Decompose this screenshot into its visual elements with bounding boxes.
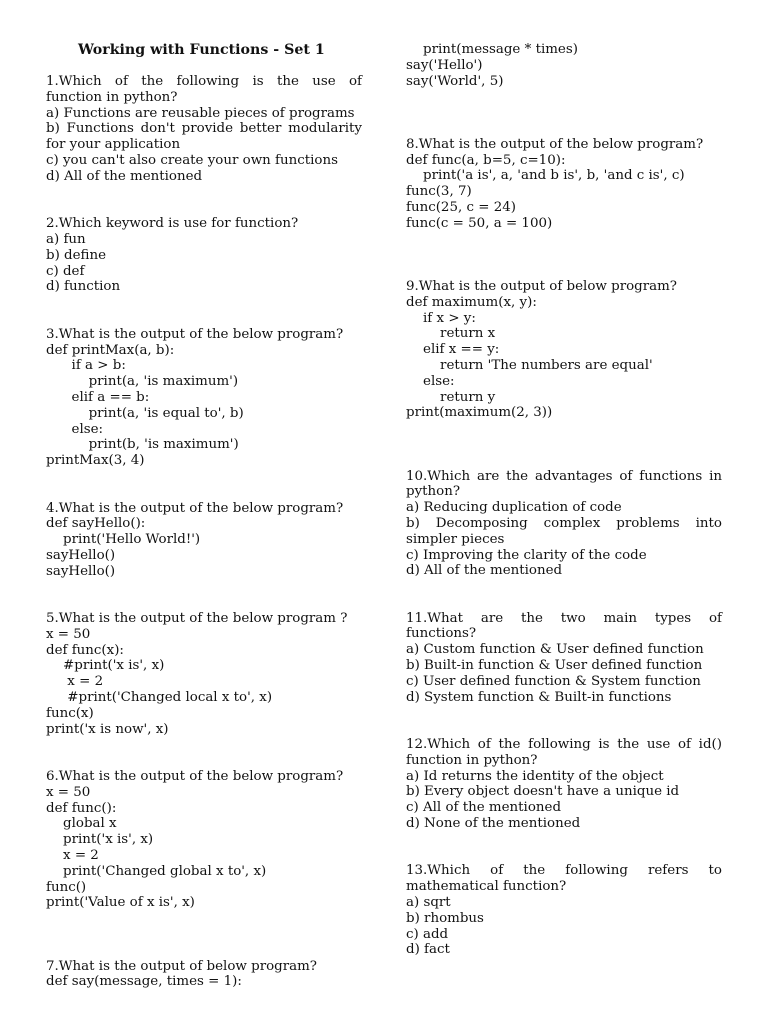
- text-line: print(b, 'is maximum'): [46, 437, 239, 453]
- text-line: mathematical function?: [406, 879, 567, 895]
- text-line: printMax(3, 4): [46, 453, 145, 469]
- text-line: func(c = 50, a = 100): [406, 215, 553, 231]
- text-line: a) fun: [46, 231, 86, 247]
- text-line: else:: [406, 373, 455, 389]
- text-line: print(a, 'is maximum'): [46, 374, 239, 390]
- text-line: a) sqrt: [406, 895, 451, 911]
- text-line: print(a, 'is equal to', b): [46, 405, 244, 421]
- text-line: a) Functions are reusable pieces of programs: [46, 105, 355, 121]
- right-column: [406, 42, 722, 958]
- text-line: if x > y:: [406, 310, 476, 326]
- text-line: say('Hello'): [406, 57, 483, 73]
- text-line: def sayHello():: [46, 516, 146, 532]
- text-line: python?: [406, 484, 461, 500]
- text-line: global x: [46, 816, 117, 832]
- text-line: func(3, 7): [406, 184, 472, 200]
- text-line: b) Decomposing complex problems into: [406, 515, 722, 531]
- text-line: sayHello(): [46, 547, 116, 563]
- text-line: def func(x):: [46, 642, 124, 658]
- text-line: #print('x is', x): [46, 658, 165, 674]
- text-line: elif a == b:: [46, 389, 150, 405]
- text-line: print(maximum(2, 3)): [406, 405, 553, 421]
- text-line: def func():: [46, 800, 117, 816]
- text-line: 13.Which of the following refers to: [406, 863, 722, 879]
- question-separator: [406, 579, 722, 611]
- text-line: func(x): [46, 705, 94, 721]
- text-line: return 'The numbers are equal': [406, 357, 653, 373]
- text-line: b) Every object doesn't have a unique id: [406, 784, 680, 800]
- text-line: a) Custom function & User defined function: [406, 642, 704, 658]
- question-separator: [46, 469, 362, 501]
- question-separator: [46, 911, 362, 958]
- text-line: 7.What is the output of below program?: [46, 958, 317, 974]
- text-line: c) def: [46, 263, 85, 279]
- text-line: #print('Changed local x to', x): [46, 690, 273, 706]
- text-line: c) add: [406, 926, 449, 942]
- text-line: 9.What is the output of below program?: [406, 278, 677, 294]
- text-line: x = 2: [46, 848, 99, 864]
- text-line: d) fact: [406, 942, 450, 958]
- text-line: b) Functions don't provide better modularity: [46, 121, 362, 137]
- text-line: x = 50: [46, 626, 91, 642]
- text-line: x = 2: [46, 674, 104, 690]
- text-line: d) None of the mentioned: [406, 816, 581, 832]
- text-line: return x: [406, 326, 496, 342]
- text-line: a) Reducing duplication of code: [406, 500, 622, 516]
- text-line: print('x is now', x): [46, 721, 169, 737]
- question-separator: [46, 580, 362, 612]
- text-line: for your application: [46, 137, 181, 153]
- right-question-list: [406, 42, 722, 958]
- question-separator: [406, 421, 722, 468]
- text-line: function in python?: [46, 89, 178, 105]
- text-line: simpler pieces: [406, 531, 505, 547]
- text-line: b) define: [46, 247, 107, 263]
- text-line: def say(message, times = 1):: [46, 974, 242, 990]
- text-line: def func(a, b=5, c=10):: [406, 152, 566, 168]
- text-line: 4.What is the output of the below program?: [46, 500, 344, 516]
- text-line: print('Hello World!'): [46, 532, 201, 548]
- text-line: b) Built-in function & User defined function: [406, 658, 703, 674]
- question-separator: [46, 295, 362, 327]
- text-line: d) System function & Built-in functions: [406, 689, 672, 705]
- text-line: else:: [46, 421, 104, 437]
- text-line: func(): [46, 879, 87, 895]
- text-line: 12.Which of the following is the use of id(): [406, 737, 722, 753]
- text-line: elif x == y:: [406, 342, 500, 358]
- left-column: [46, 42, 362, 990]
- text-line: print(message * times): [406, 42, 578, 57]
- title-spacer: [46, 59, 362, 74]
- question-separator: [46, 185, 362, 217]
- text-line: if a > b:: [46, 358, 126, 374]
- text-line: sayHello(): [46, 563, 116, 579]
- text-line: c) you can't also create your own functions: [46, 152, 338, 168]
- text-line: print('x is', x): [46, 832, 154, 848]
- text-line: print('a is', a, 'and b is', b, 'and c is', c): [406, 168, 685, 184]
- text-line: 5.What is the output of the below program ?: [46, 611, 348, 627]
- text-line: 6.What is the output of the below program?: [46, 769, 344, 785]
- question-separator: [406, 232, 722, 279]
- text-line: 2.Which keyword is use for function?: [46, 216, 299, 232]
- text-line: print('Value of x is', x): [46, 895, 195, 911]
- text-line: c) All of the mentioned: [406, 800, 562, 816]
- text-line: 8.What is the output of the below program?: [406, 136, 704, 152]
- text-line: d) All of the mentioned: [46, 168, 203, 184]
- text-line: def maximum(x, y):: [406, 294, 537, 310]
- text-line: 10.Which are the advantages of functions in: [406, 468, 722, 484]
- text-line: 1.Which of the following is the use of: [46, 74, 362, 89]
- text-line: c) User defined function & System function: [406, 673, 701, 689]
- text-line: print('Changed global x to', x): [46, 863, 267, 879]
- question-separator: [46, 737, 362, 769]
- left-question-list: [46, 74, 362, 990]
- text-line: b) rhombus: [406, 910, 484, 926]
- text-line: func(25, c = 24): [406, 199, 516, 215]
- question-separator: [406, 89, 722, 136]
- text-line: d) All of the mentioned: [406, 563, 563, 579]
- text-line: x = 50: [46, 784, 91, 800]
- text-line: d) function: [46, 279, 121, 295]
- text-line: a) Id returns the identity of the object: [406, 768, 664, 784]
- text-line: say('World', 5): [406, 73, 504, 89]
- text-line: def printMax(a, b):: [46, 342, 175, 358]
- text-line: 3.What is the output of the below program?: [46, 326, 344, 342]
- question-separator: [406, 705, 722, 737]
- text-line: 11.What are the two main types of: [406, 610, 722, 626]
- text-line: return y: [406, 389, 496, 405]
- page-title: Working with Functions - Set 1: [78, 42, 325, 58]
- question-separator: [406, 832, 722, 864]
- text-line: function in python?: [406, 752, 538, 768]
- text-line: c) Improving the clarity of the code: [406, 547, 647, 563]
- text-line: functions?: [406, 626, 477, 642]
